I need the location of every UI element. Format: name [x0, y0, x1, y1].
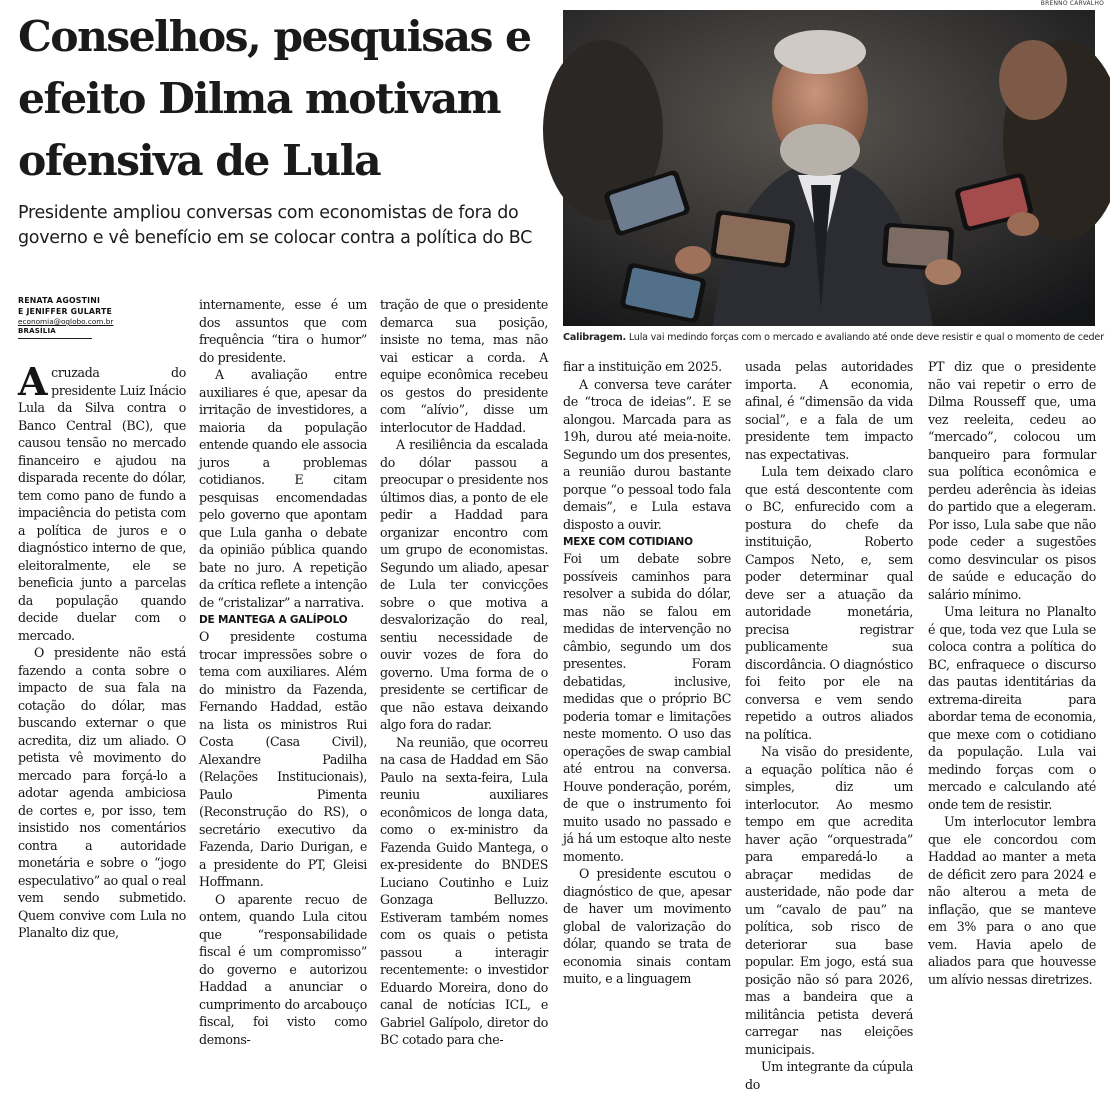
article-paragraph: fiar a instituição em 2025.	[563, 359, 722, 374]
byline-rule	[18, 338, 92, 339]
photo-illustration	[563, 10, 1095, 326]
article-paragraph: Um interlocutor lembra que ele concordou com Haddad ao manter a meta de déficit zero para 2024 e não alterou a meta de inflação, que se manteve em 3% para o ano que vem. Havia apelo de aliados para que houvesse um alívio nessas diretrizes.	[928, 814, 1096, 987]
byline-place: BRASÍLIA	[18, 327, 56, 335]
article-paragraph: PT diz que o presidente não vai repetir o erro de Dilma Rousseff que, uma vez reeleita, cedeu ao “mercado”, colocou um banqueiro para formular sua política econômica e perdeu aderência às ideias do partido que a elegeram. Por isso, Lula sabe que não pode ceder a sugestões como desvincular os pisos de saúde e educação do salário mínimo.	[928, 359, 1096, 602]
article-column-2	[199, 296, 367, 1047]
news-photo	[563, 10, 1095, 326]
article-column-4	[563, 358, 731, 986]
byline-author-2: E JENIFFER GULARTE	[18, 306, 113, 316]
caption-lead: Calibragem.	[563, 332, 626, 343]
article-paragraph: A avaliação entre auxiliares é que, apesar da irritação de investidores, a maioria da população entende quando ele associa juros a problemas cotidianos. E citam pesquisas encomendadas pelo governo que apontam que Lula ganha o debate da opinião pública quando bate no juro. A repetição da crítica reflete a intenção de “cristalizar” a narrativa.	[199, 367, 367, 610]
article-paragraph: Na visão do presidente, a equação política não é simples, diz um interlocutor. Ao mesmo tempo em que acredita haver ação “orquestrada” para emparedá-lo a abraçar medidas de austeridade, não pode dar um “cavalo de pau” na política, sob risco de deteriorar sua base popular. Em jogo, está sua posição não só para 2026, mas a bandeira que a militância petista deverá carregar nas eleições municipais.	[745, 744, 913, 1057]
byline-author-1: RENATA AGOSTINI	[18, 296, 101, 305]
subhead: Presidente ampliou conversas com economistas de fora do governo e vê benefício em se colocar contra a política do BC	[18, 203, 533, 248]
article-paragraph: Uma leitura no Planalto é que, toda vez que Lula se coloca contra a política do BC, enfraquece o discurso das pautas identitárias da extrema-direita para abordar tema de economia, que mexe com o cotidiano da população. Lula vai medindo forças com o mercado e calculando até onde tem de resistir.	[928, 604, 1096, 812]
article-paragraph: tração de que o presidente demarca sua posição, insiste no tema, mas não vai esticar a corda. A equipe econômica recebeu os gestos do presidente com “alívio”, disse um interlocutor de Haddad.	[380, 297, 548, 435]
photo-credit: BRENNO CARVALHO	[1040, 0, 1104, 7]
section-heading-mantega: DE MANTEGA A GALÍPOLO	[199, 614, 348, 626]
article-paragraph: Foi um debate sobre possíveis caminhos para resolver a subida do dólar, mas não se falou em medidas de intervenção no câmbio, segundo um dos presentes. Foram debatidas, inclusive, medidas que o próprio BC poderia tomar e limitações neste momento. O uso das operações de swap cambial até entrou na conversa. Houve ponderação, porém, de que o instrumento foi muito usado no passado e já há um estoque alto neste momento.	[563, 551, 731, 864]
article-paragraph: usada pelas autoridades importa. A economia, afinal, é “dimensão da vida social”, e a fala de um presidente tem impacto nas expectativas.	[745, 359, 913, 462]
photo-caption	[563, 331, 1104, 344]
article-column-3	[380, 296, 548, 1047]
caption-text: Lula vai medindo forças com o mercado e avaliando até onde deve resistir e qual o momento de ceder	[625, 332, 1104, 343]
article-paragraph: A conversa teve caráter de “troca de ideias”. E se alongou. Marcada para as 19h, durou até meia-noite. Segundo um dos presentes, a reunião durou bastante porque “o pessoal todo fala demais”, e Lula estava disposto a ouvir.	[563, 376, 731, 532]
article-column-6	[928, 358, 1096, 987]
article-paragraph: Na reunião, que ocorreu na casa de Haddad em São Paulo na sexta-feira, Lula reuniu auxiliares econômicos de longa data, como o ex-ministro da Fazenda Guido Mantega, o ex-presidente do BNDES Luciano Coutinho e Luiz Gonzaga Belluzzo. Estiveram também nomes com os quais o petista passou a interagir recentemente: o investidor Eduardo Moreira, dono do canal de notícias ICL, e Gabriel Galípolo, diretor do BC cotado para che-	[380, 734, 548, 1047]
article-paragraph: O presidente escutou o diagnóstico de que, apesar de haver um movimento global de valorização do dólar, quando se trata de economia sinais contam muito, e a linguagem	[563, 866, 731, 986]
byline	[18, 296, 188, 339]
byline-email-link[interactable]: economia@oglobo.com.br	[18, 317, 114, 326]
article-paragraph: internamente, esse é um dos assuntos que com frequência “tira o humor” do presidente.	[199, 297, 367, 365]
article-paragraph: Lula tem deixado claro que está descontente com o BC, enfurecido com a postura do chefe da instituição, Roberto Campos Neto, e, sem poder determinar qual deve ser a atuação da autoridade monetária, precisa registrar publicamente sua discordância. O diagnóstico foi feito por ele na conversa e vem sendo repetido a outros aliados na política.	[745, 464, 913, 742]
article-column-1	[18, 359, 187, 940]
article-paragraph: A resiliência da escalada do dólar passou a preocupar o presidente nos últimos dias, a ponto de ele pedir a Haddad para organizar encontro com um grupo de economistas. Segundo um aliado, apesar de Lula ter convicções sobre o que motiva a desvalorização do real, sentiu necessidade de ouvir vozes de fora do governo. Uma forma de o presidente se certificar de que não estava deixando algo fora do radar.	[380, 437, 548, 732]
paragraph-text: cruzada do presidente Luiz Inácio Lula da Silva contra o Banco Central (BC), que causou tensão no mercado financeiro e ajudou na disparada recente do dólar, tem como pano de fundo a impaciência do petista com a política de juros e o diagnóstico interno de que, eleitoralmente, ele se beneficia junto a parcelas da população quando decide duelar com o mercado.	[18, 365, 187, 643]
headline: Conselhos, pesquisas e efeito Dilma motivam ofensiva de Lula	[18, 12, 531, 186]
article-paragraph	[18, 359, 187, 644]
article-paragraph: O presidente não está fazendo a conta sobre o impacto de sua fala na cotação do dólar, mas buscando externar o que acredita, diz um aliado. O petista vê movimento do mercado para forçá-lo a adotar agenda ambiciosa de cortes e, por isso, tem insistido nos comentários contra a autoridade monetária e sobre o “jogo especulativo” ao qual o real vem sendo submetido. Quem convive com Lula no Planalto diz que,	[18, 645, 186, 940]
article-column-5	[745, 358, 913, 1092]
article-paragraph: O aparente recuo de ontem, quando Lula citou que “responsabilidade fiscal é um compromisso” do governo e autorizou Haddad a anunciar o cumprimento do arcabouço fiscal, foi visto como demons-	[199, 891, 367, 1047]
article-paragraph: Um integrante da cúpula do	[745, 1059, 913, 1092]
article-paragraph: O presidente costuma trocar impressões sobre o tema com auxiliares. Além do ministro da Fazenda, Fernando Haddad, estão na lista os ministros Rui Costa (Casa Civil), Alexandre Padilha (Relações Institucionais), Paulo Pimenta (Reconstrução do RS), o secretário executivo da Fazenda, Dario Durigan, e a presidente do PT, Gleisi Hoffmann.	[199, 629, 367, 889]
drop-cap: A	[18, 359, 48, 404]
section-heading-cotidiano: MEXE COM COTIDIANO	[563, 536, 693, 548]
